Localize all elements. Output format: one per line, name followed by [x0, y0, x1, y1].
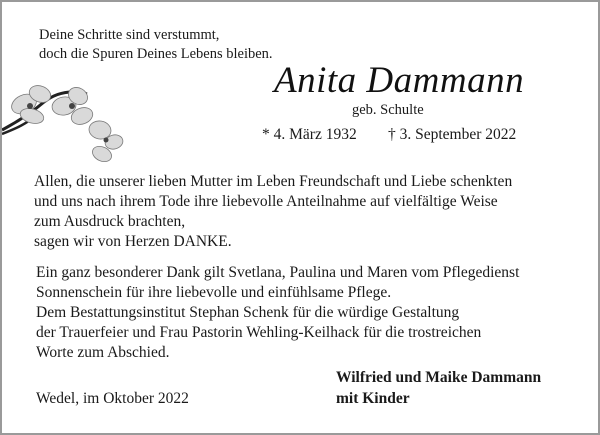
thanks-line-4: sagen wir von Herzen DANKE.	[34, 233, 232, 250]
special-thanks-line-4: der Trauerfeier und Frau Pastorin Wehling-Keilhack für die trostreichen	[36, 324, 482, 341]
special-thanks-line-3: Dem Bestattungsinstitut Stephan Schenk für die würdige Gestaltung	[36, 304, 460, 321]
signature-line-1: Wilfried und Maike Dammann	[336, 369, 542, 386]
death-date: † 3. September 2022	[388, 126, 517, 143]
birth-date: * 4. März 1932	[262, 126, 357, 143]
verse-line-1: Deine Schritte sind verstummt,	[39, 27, 220, 43]
verse-line-2: doch die Spuren Deines Lebens bleiben.	[39, 46, 273, 62]
signature-line-2: mit Kinder	[336, 390, 410, 407]
special-thanks-line-5: Worte zum Abschied.	[36, 344, 170, 361]
thanks-line-1: Allen, die unserer lieben Mutter im Leben Freundschaft und Liebe schenkten	[34, 173, 513, 190]
orchid-icon	[2, 72, 127, 172]
deceased-name: Anita Dammann	[274, 60, 525, 101]
place-date: Wedel, im Oktober 2022	[36, 390, 189, 407]
thanks-line-2: und uns nach ihrem Tode ihre liebevolle Anteilnahme auf vielfältige Weise	[34, 193, 498, 210]
special-thanks-line-1: Ein ganz besonderer Dank gilt Svetlana, Paulina und Maren vom Pflegedienst	[36, 264, 520, 281]
maiden-name: geb. Schulte	[352, 102, 424, 118]
special-thanks-line-2: Sonnenschein für ihre liebevolle und einfühlsame Pflege.	[36, 284, 392, 301]
thanks-line-3: zum Ausdruck brachten,	[34, 213, 186, 230]
